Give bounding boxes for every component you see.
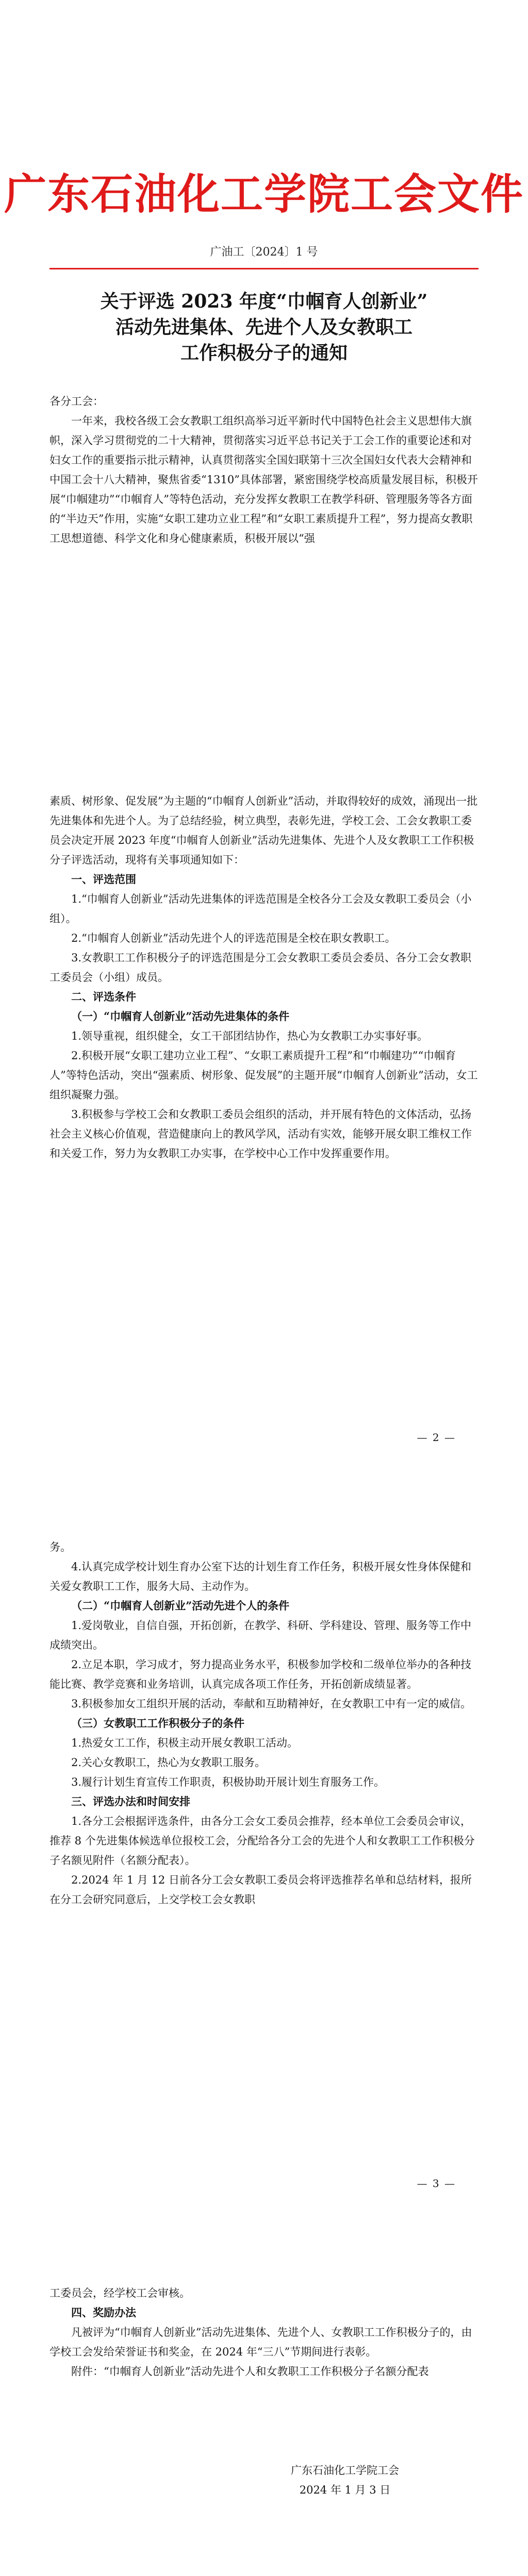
page-number: — 3 — xyxy=(417,2177,456,2190)
paragraph: 2.2024 年 1 月 12 日前各分工会女教职工委员会将评选推荐名单和总结材料，报所在分工会研究同意后，上交学校工会女教职 xyxy=(50,1874,472,1906)
paragraph: 务。 xyxy=(50,1541,71,1553)
salutation: 各分工会： xyxy=(50,395,104,408)
notice-title-line-3: 工作积极分子的通知 xyxy=(180,342,348,364)
paragraph: 凡被评为“巾帼育人创新业”活动先进集体、先进个人、女教职工工作积极分子的，由学校工会发给荣誉证书和奖金，在 2024 年“三八”节期间进行表彰。 xyxy=(50,2326,472,2358)
section-heading: 三、评选办法和时间安排 xyxy=(71,1795,190,1808)
paragraph: 工委员会，经学校工会审核。 xyxy=(50,2287,190,2299)
page-4-body xyxy=(50,2283,478,2381)
paragraph: 1.“巾帼育人创新业”活动先进集体的评选范围是全校各分工会及女教职工委员会（小组）。 xyxy=(50,893,472,925)
page-number: — 2 — xyxy=(417,1431,456,1444)
page-3-body xyxy=(50,1537,478,1909)
signature-org: 广东石油化工学院工会 xyxy=(291,2464,399,2477)
page-3 xyxy=(0,1492,528,2238)
paragraph: 2.“巾帼育人创新业”活动先进个人的评选范围是全校在职女教职工。 xyxy=(71,932,396,944)
notice-title-line-2: 活动先进集体、先进个人及女教职工 xyxy=(115,316,412,338)
paragraph: 3.女教职工工作积极分子的评选范围是分工会女教职工委员会委员、各分工会女教职工委员会（小组）成员。 xyxy=(50,952,472,984)
paragraph: 2.关心女教职工，热心为女教职工服务。 xyxy=(71,1756,266,1769)
paragraph: 素质、树形象、促发展”为主题的“巾帼育人创新业”活动，并取得较好的成效，涌现出一批先进集体和先进个人。为了总结经验，树立典型，表彰先进，学校工会、工会女教职工委员会决定开展 2023 年度“巾帼育人创新业”活动先进集体、先进个人及女教职工工作积极分子评选活动，现将有关事项通知如下： xyxy=(50,795,478,866)
page-2 xyxy=(0,746,528,1492)
paragraph: 3.积极参加女工组织开展的活动，奉献和互助精神好，在女教职工中有一定的威信。 xyxy=(71,1698,472,1710)
paragraph: 1.领导重视，组织健全，女工干部团结协作，热心为女教职工办实事好事。 xyxy=(71,1030,428,1042)
subsection-heading: （二）“巾帼育人创新业”活动先进个人的条件 xyxy=(71,1599,290,1612)
section-heading: 二、评选条件 xyxy=(71,990,136,1003)
paragraph: 一年来，我校各级工会女教职工组织高举习近平新时代中国特色社会主义思想伟大旗帜，深入学习贯彻党的二十大精神，贯彻落实习近平总书记关于工会工作的重要论述和对妇女工作的重要指示批示精神，认真贯彻落实全国妇联第十三次全国妇女代表大会精神和中国工会十八大精神，聚焦省委“1310”具体部署，紧密围绕学校高质量发展目标，积极开展“巾帼建功”“巾帼育人”等特色活动，充分发挥女教职工在教学科研、管理服务等各方面的“半边天”作用，实施“女职工建功立业工程”和“女职工素质提升工程”，努力提高女教职工思想道德、科学文化和身心健康素质，积极开展以“强 xyxy=(50,415,478,545)
paragraph: 1.爱岗敬业，自信自强，开拓创新，在教学、科研、学科建设、管理、服务等工作中成绩突出。 xyxy=(50,1619,472,1651)
page-2-body xyxy=(50,791,478,1163)
notice-title xyxy=(0,289,528,366)
section-heading: 一、评选范围 xyxy=(71,873,136,886)
attachment-note: 附件：“巾帼育人创新业”活动先进个人和女教职工工作积极分子名额分配表 xyxy=(71,2365,429,2378)
signature-block xyxy=(291,2461,399,2500)
signature-date: 2024 年 1 月 3 日 xyxy=(299,2484,391,2496)
notice-title-line-1: 关于评选 2023 年度“巾帼育人创新业” xyxy=(100,291,428,312)
subsection-heading: （一）“巾帼育人创新业”活动先进集体的条件 xyxy=(71,1010,290,1023)
subsection-heading: （三）女教职工工作积极分子的条件 xyxy=(71,1717,244,1730)
page-1-body xyxy=(50,392,478,548)
paragraph: 4.认真完成学校计划生育办公室下达的计划生育工作任务，积极开展女性身体保健和关爱女教职工工作，服务大局、主动作为。 xyxy=(50,1561,472,1592)
paragraph: 2.积极开展“女职工建功立业工程”、“女职工素质提升工程”和“巾帼建功”“巾帼育人”等特色活动，突出“强素质、树形象、促发展”的主题开展“巾帼育人创新业”活动，女工组织凝聚力强。 xyxy=(50,1049,478,1101)
paragraph: 1.各分工会根据评选条件，由各分工会女工委员会推荐，经本单位工会委员会审议，推荐 8 个先进集体候选单位报校工会，分配给各分工会的先进个人和女教职工工作积极分子名额见附件（名额分配表）。 xyxy=(50,1815,475,1867)
red-divider xyxy=(50,268,478,269)
document-number: 广油工〔2024〕1 号 xyxy=(210,246,318,259)
page-4 xyxy=(0,2238,528,2576)
paragraph: 3.履行计划生育宣传工作职责，积极协助开展计划生育服务工作。 xyxy=(71,1776,385,1788)
paragraph: 2.立足本职，学习成才，努力提高业务水平，积极参加学校和二级单位举办的各种技能比赛、教学竞赛和业务培训，认真完成各项工作任务，开拓创新成绩显著。 xyxy=(50,1658,472,1690)
paragraph: 1.热爱女工工作，积极主动开展女教职工活动。 xyxy=(71,1737,299,1749)
red-header-title: 广东石油化工学院工会文件 xyxy=(4,170,524,219)
page-1 xyxy=(0,0,528,746)
section-heading: 四、奖励办法 xyxy=(71,2306,136,2319)
paragraph: 3.积极参与学校工会和女教职工委员会组织的活动，并开展有特色的文体活动，弘扬社会主义核心价值观，营造健康向上的教风学风，活动有实效，能够开展女职工维权工作和关爱工作，努力为女教职工办实事，在学校中心工作中发挥重要作用。 xyxy=(50,1108,472,1160)
